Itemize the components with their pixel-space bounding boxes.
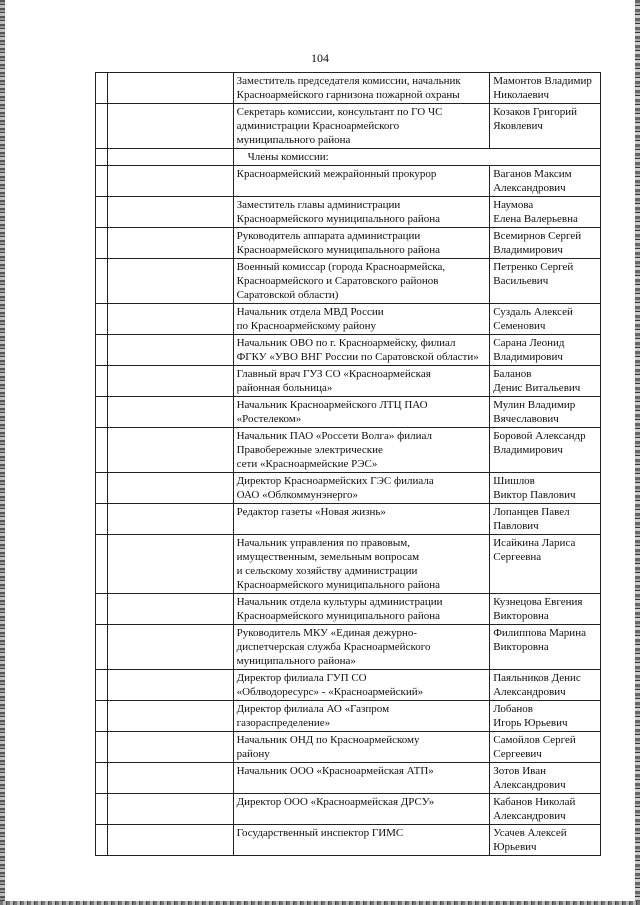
blank-cell <box>108 228 233 259</box>
blank-cell <box>108 149 233 166</box>
person-name-cell: Кабанов Николай Александрович <box>490 794 601 825</box>
blank-cell <box>108 625 233 670</box>
position-cell: Красноармейский межрайонный прокурор <box>233 166 490 197</box>
position-cell: Директор Красноармейских ГЭС филиала ОАО «Облкоммунэнерго» <box>233 473 490 504</box>
person-name-cell: Лобанов Игорь Юрьевич <box>490 701 601 732</box>
person-name-cell: Петренко Сергей Васильевич <box>490 259 601 304</box>
blank-cell <box>96 304 108 335</box>
member-row <box>96 504 601 535</box>
blank-cell <box>108 104 233 149</box>
position-cell: Начальник отдела культуры администрации Красноармейского муниципального района <box>233 594 490 625</box>
person-name-cell: Мулин Владимир Вячеславович <box>490 397 601 428</box>
member-row <box>96 335 601 366</box>
blank-cell <box>96 259 108 304</box>
member-row <box>96 670 601 701</box>
position-cell: Начальник ОВО по г. Красноармейску, филиал ФГКУ «УВО ВНГ России по Саратовской области» <box>233 335 490 366</box>
person-name-cell: Мамонтов Владимир Николаевич <box>490 73 601 104</box>
position-cell: Директор ООО «Красноармейская ДРСУ» <box>233 794 490 825</box>
blank-cell <box>96 104 108 149</box>
position-cell: Руководитель МКУ «Единая дежурно- диспетчерская служба Красноармейского муниципального района» <box>233 625 490 670</box>
commission-table <box>95 72 601 856</box>
position-cell: Заместитель председателя комиссии, начальник Красноармейского гарнизона пожарной охраны <box>233 73 490 104</box>
person-name-cell: Лопанцев Павел Павлович <box>490 504 601 535</box>
page-number: 104 <box>311 51 329 65</box>
position-cell: Начальник ООО «Красноармейская АТП» <box>233 763 490 794</box>
blank-cell <box>96 73 108 104</box>
blank-cell <box>96 166 108 197</box>
blank-cell <box>96 149 108 166</box>
position-cell: Секретарь комиссии, консультант по ГО ЧС администрации Красноармейского муниципального района <box>233 104 490 149</box>
member-row <box>96 701 601 732</box>
person-name-cell: Зотов Иван Александрович <box>490 763 601 794</box>
blank-cell <box>96 594 108 625</box>
position-cell: Начальник управления по правовым, имущественным, земельным вопросам и сельскому хозяйству администрации Красноармейского муниципального района <box>233 535 490 594</box>
position-cell: Начальник Красноармейского ЛТЦ ПАО «Ростелеком» <box>233 397 490 428</box>
member-row <box>96 166 601 197</box>
member-row <box>96 625 601 670</box>
person-name-cell: Кузнецова Евгения Викторовна <box>490 594 601 625</box>
person-name-cell: Ваганов Максим Александрович <box>490 166 601 197</box>
person-name-cell: Баланов Денис Витальевич <box>490 366 601 397</box>
person-name-cell: Суздаль Алексей Семенович <box>490 304 601 335</box>
person-name-cell: Филиппова Марина Викторовна <box>490 625 601 670</box>
members-header-row <box>96 149 601 166</box>
blank-cell <box>108 166 233 197</box>
person-name-cell: Всемирнов Сергей Владимирович <box>490 228 601 259</box>
person-name-cell: Наумова Елена Валерьевна <box>490 197 601 228</box>
person-name-cell: Сарана Леонид Владимирович <box>490 335 601 366</box>
blank-cell <box>108 335 233 366</box>
position-cell: Главный врач ГУЗ СО «Красноармейская районная больница» <box>233 366 490 397</box>
blank-cell <box>96 794 108 825</box>
member-row <box>96 794 601 825</box>
member-row <box>96 366 601 397</box>
member-row <box>96 732 601 763</box>
person-name-cell: Самойлов Сергей Сергеевич <box>490 732 601 763</box>
person-name-cell: Исайкина Лариса Сергеевна <box>490 535 601 594</box>
person-name-cell: Боровой Александр Владимирович <box>490 428 601 473</box>
member-row <box>96 473 601 504</box>
blank-cell <box>96 535 108 594</box>
table-row <box>96 104 601 149</box>
position-cell: Государственный инспектор ГИМС <box>233 825 490 856</box>
member-row <box>96 535 601 594</box>
blank-cell <box>96 197 108 228</box>
members-header: Члены комиссии: <box>233 149 600 166</box>
blank-cell <box>96 732 108 763</box>
person-name-cell: Паяльников Денис Александрович <box>490 670 601 701</box>
blank-cell <box>96 335 108 366</box>
position-cell: Военный комиссар (города Красноармейска, Красноармейского и Саратовского районов Саратовской области) <box>233 259 490 304</box>
blank-cell <box>108 763 233 794</box>
blank-cell <box>96 428 108 473</box>
person-name-cell: Усачев Алексей Юрьевич <box>490 825 601 856</box>
member-row <box>96 825 601 856</box>
blank-cell <box>108 794 233 825</box>
blank-cell <box>108 259 233 304</box>
blank-cell <box>108 825 233 856</box>
scan-edge-bottom <box>0 901 640 905</box>
member-row <box>96 594 601 625</box>
blank-cell <box>96 670 108 701</box>
blank-cell <box>108 428 233 473</box>
scan-edge-left <box>0 0 5 905</box>
position-cell: Заместитель главы администрации Красноармейского муниципального района <box>233 197 490 228</box>
member-row <box>96 763 601 794</box>
blank-cell <box>96 366 108 397</box>
position-cell: Директор филиала АО «Газпром газораспределение» <box>233 701 490 732</box>
blank-cell <box>96 397 108 428</box>
member-row <box>96 428 601 473</box>
blank-cell <box>108 504 233 535</box>
position-cell: Начальник отдела МВД России по Красноармейскому району <box>233 304 490 335</box>
blank-cell <box>108 366 233 397</box>
blank-cell <box>96 228 108 259</box>
blank-cell <box>108 670 233 701</box>
scan-edge-right <box>635 0 640 905</box>
blank-cell <box>96 763 108 794</box>
member-row <box>96 197 601 228</box>
table-row <box>96 73 601 104</box>
blank-cell <box>96 825 108 856</box>
blank-cell <box>108 701 233 732</box>
blank-cell <box>108 397 233 428</box>
blank-cell <box>108 594 233 625</box>
member-row <box>96 397 601 428</box>
position-cell: Начальник ОНД по Красноармейскому району <box>233 732 490 763</box>
blank-cell <box>108 197 233 228</box>
position-cell: Директор филиала ГУП СО «Облводоресурс» - «Красноармейский» <box>233 670 490 701</box>
blank-cell <box>108 535 233 594</box>
person-name-cell: Козаков Григорий Яковлевич <box>490 104 601 149</box>
blank-cell <box>96 701 108 732</box>
blank-cell <box>96 473 108 504</box>
blank-cell <box>108 473 233 504</box>
blank-cell <box>108 73 233 104</box>
blank-cell <box>108 732 233 763</box>
person-name-cell: Шишлов Виктор Павлович <box>490 473 601 504</box>
position-cell: Начальник ПАО «Россети Волга» филиал Правобережные электрические сети «Красноармейские РЭС» <box>233 428 490 473</box>
position-cell: Редактор газеты «Новая жизнь» <box>233 504 490 535</box>
member-row <box>96 304 601 335</box>
blank-cell <box>108 304 233 335</box>
position-cell: Руководитель аппарата администрации Красноармейского муниципального района <box>233 228 490 259</box>
member-row <box>96 259 601 304</box>
blank-cell <box>96 504 108 535</box>
commission-table-body <box>96 73 601 856</box>
member-row <box>96 228 601 259</box>
blank-cell <box>96 625 108 670</box>
